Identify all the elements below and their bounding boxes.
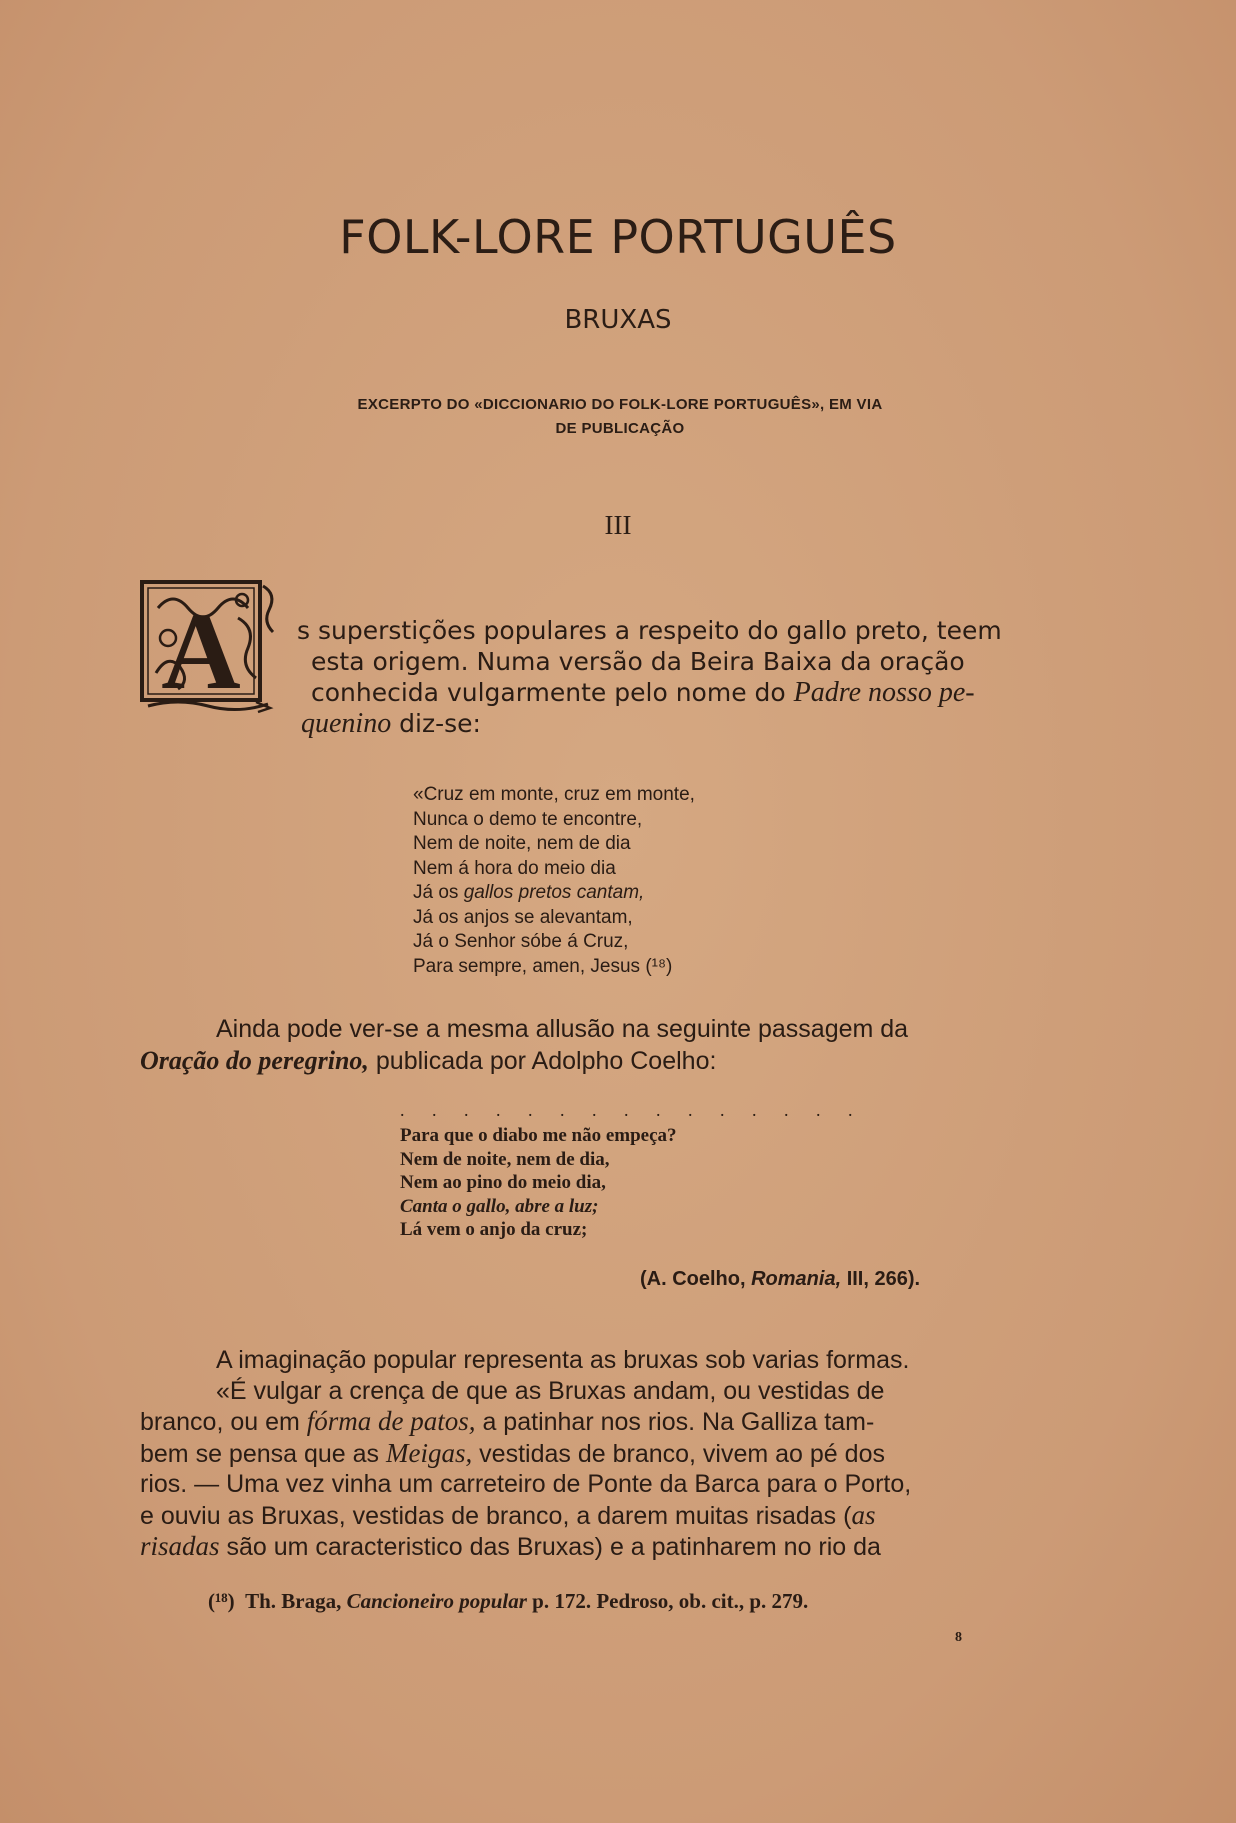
signature-mark: 8 [955,1630,962,1645]
footnote-mark: (¹⁸) [208,1589,235,1613]
opening-line-4 [301,708,1027,739]
paragraph-2 [140,1345,1030,1563]
excerpt-line-2: DE PUBLICAÇÃO [555,420,685,437]
citation-italic: Romania, [751,1268,842,1290]
para2-line-3-italic: fórma de patos, [306,1406,476,1436]
verse1-line-5 [413,881,695,906]
para2-line-7-b: são um caracteristico das Bruxas) e a patinharem no rio da [219,1533,881,1561]
para2-line-6 [140,1500,1030,1532]
verse1-line-3: Nem de noite, nem de dia [413,833,631,854]
verse1-line-7: Já o Senhor sóbe á Cruz, [413,931,629,952]
citation-text-b: III, 266). [841,1268,921,1290]
opening-line-4-italic: quenino [301,708,392,739]
page-subtitle: BRUXAS [564,305,672,335]
opening-line-3-italic: Padre nosso pe- [793,677,975,708]
dropcap-letter: A [161,590,241,712]
verse1-line-8-text: Para sempre, amen, Jesus [413,955,641,977]
verse-block-2 [400,1124,677,1242]
para1-line-2 [140,1045,1030,1077]
paragraph-1 [140,1013,1030,1077]
verse1-line-8 [413,955,695,980]
para1-line-1: Ainda pode ver-se a mesma allusão na seguinte passagem da [216,1015,909,1043]
verse2-line-4: Canta o gallo, abre a luz; [400,1195,599,1217]
opening-line-4-text: diz-se: [391,709,481,738]
verse1-line-5-text: Já os [413,882,464,903]
opening-line-3 [311,677,1027,708]
verse2-line-3: Nem ao pino do meio dia, [400,1172,606,1193]
para2-line-7-italic: risadas [140,1531,220,1561]
verse1-line-1: «Cruz em monte, cruz em monte, [413,784,695,805]
para2-line-4-a: bem se pensa que as [140,1439,386,1468]
citation-text-a: (A. Coelho, [640,1268,752,1290]
opening-paragraph [297,615,1027,739]
ornamental-dropcap [138,578,288,728]
verse-citation [640,1268,920,1291]
para2-line-7 [140,1531,1030,1563]
verse-block-1 [413,783,695,979]
ellipsis-dots: . . . . . . . . . . . . . . . [400,1100,864,1120]
footnote-text-b: p. 172. Pedroso, ob. cit., p. 279. [526,1589,809,1613]
para2-line-4-b: vestidas de branco, vivem ao pé dos [472,1439,885,1468]
excerpt-line-1: EXCERPTO DO «DICCIONARIO DO FOLK-LORE PORTUGUÊS», EM VIA [357,396,883,413]
para2-line-1: A imaginação popular representa as bruxas sob varias formas. [216,1346,910,1374]
para2-line-3 [140,1406,1030,1438]
para2-line-6-italic: as [851,1499,876,1530]
verse1-line-4: Nem á hora do meio dia [413,857,616,879]
excerpt-note [220,393,1020,441]
para2-line-2: «É vulgar a crença de que as Bruxas andam, ou vestidas de [216,1376,885,1405]
para1-line-2-italic: Oração do peregrino, [140,1046,369,1075]
para2-line-5: rios. — Uma vez vinha um carreteiro de Ponte da Barca para o Porto, [140,1470,912,1498]
page-title: FOLK-LORE PORTUGUÊS [339,210,897,264]
footnote-ref: (¹⁸) [645,955,673,977]
verse2-line-5: Lá vem o anjo da cruz; [400,1219,588,1240]
para2-line-4 [140,1438,1030,1470]
verse2-line-2: Nem de noite, nem de dia, [400,1148,610,1170]
para2-line-6-a: e ouviu as Bruxas, vestidas de branco, a darem muitas risadas ( [140,1501,852,1530]
footnote-italic: Cancioneiro popular [346,1589,527,1613]
verse1-line-6: Já os anjos se alevantam, [413,906,633,928]
section-number: III [604,510,632,540]
verse2-line-1: Para que o diabo me não empeça? [400,1125,677,1146]
verse1-line-2: Nunca o demo te encontre, [413,808,643,830]
para2-line-3-a: branco, ou em [140,1408,307,1436]
footnote [208,1589,808,1614]
opening-line-3-text: conhecida vulgarmente pelo nome do [311,678,794,707]
opening-line-1: s superstições populares a respeito do gallo preto, teem [297,616,1002,645]
para2-line-4-italic: Meigas, [386,1437,473,1468]
verse1-line-5-italic: gallos pretos cantam, [463,882,645,903]
para2-line-3-b: a patinhar nos rios. Na Galliza tam- [475,1408,875,1436]
para1-line-2-text: publicada por Adolpho Coelho: [368,1047,717,1075]
footnote-text-a: Th. Braga, [245,1589,347,1613]
opening-line-2: esta origem. Numa versão da Beira Baixa da oração [311,647,965,676]
